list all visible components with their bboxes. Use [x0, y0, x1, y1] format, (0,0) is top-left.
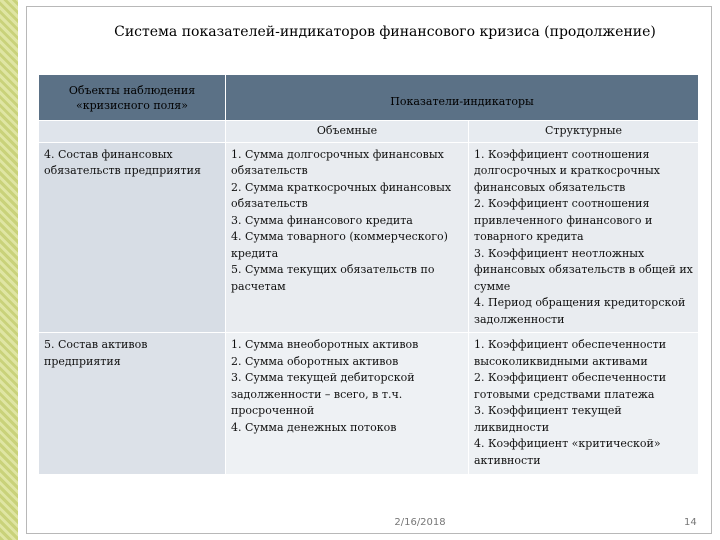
table-header-row: [39, 75, 699, 121]
table-subheader-row: [39, 121, 699, 143]
subheader-structural: Структурные: [469, 121, 699, 143]
row-structural-cell: 1. Коэффициент обеспеченности высоколиквидными активами 2. Коэффициент обеспеченности готовыми средствами платежа 3. Коэффициент текущей ликвидности 4. Коэффициент «критической» активности: [469, 333, 699, 475]
row-volume-cell: 1. Сумма внеоборотных активов 2. Сумма оборотных активов 3. Сумма текущей дебиторской задолженности – всего, в т.ч. просроченной 4. Сумма денежных потоков: [226, 333, 469, 475]
decorative-side-bar: [0, 0, 18, 540]
slide-title: Система показателей-индикаторов финансового кризиса (продолжение): [114, 24, 656, 40]
row-structural-cell: 1. Коэффициент соотношения долгосрочных и краткосрочных финансовых обязательств 2. Коэффициент соотношения привлеченного финансового и товарного кредита 3. Коэффициент неотложных финансовых обязательств в общей их сумме 4. Период обращения кредиторской задолженности: [469, 142, 699, 333]
indicators-table: [38, 74, 699, 475]
header-indicators: Показатели-индикаторы: [226, 75, 699, 121]
header-objects: Объекты наблюдения «кризисного поля»: [39, 75, 226, 121]
table-row: [39, 333, 699, 475]
table-row: [39, 142, 699, 333]
subheader-blank: [39, 121, 226, 143]
page-number: 14: [684, 517, 697, 528]
subheader-volume: Объемные: [226, 121, 469, 143]
row-volume-cell: 1. Сумма долгосрочных финансовых обязательств 2. Сумма краткосрочных финансовых обязательств 3. Сумма финансового кредита 4. Сумма товарного (коммерческого) кредита 5. Сумма текущих обязательств по расчетам: [226, 142, 469, 333]
row-object-cell: 4. Состав финансовых обязательств предприятия: [39, 142, 226, 333]
slide-date: 2/16/2018: [394, 517, 446, 528]
row-object-cell: 5. Состав активов предприятия: [39, 333, 226, 475]
